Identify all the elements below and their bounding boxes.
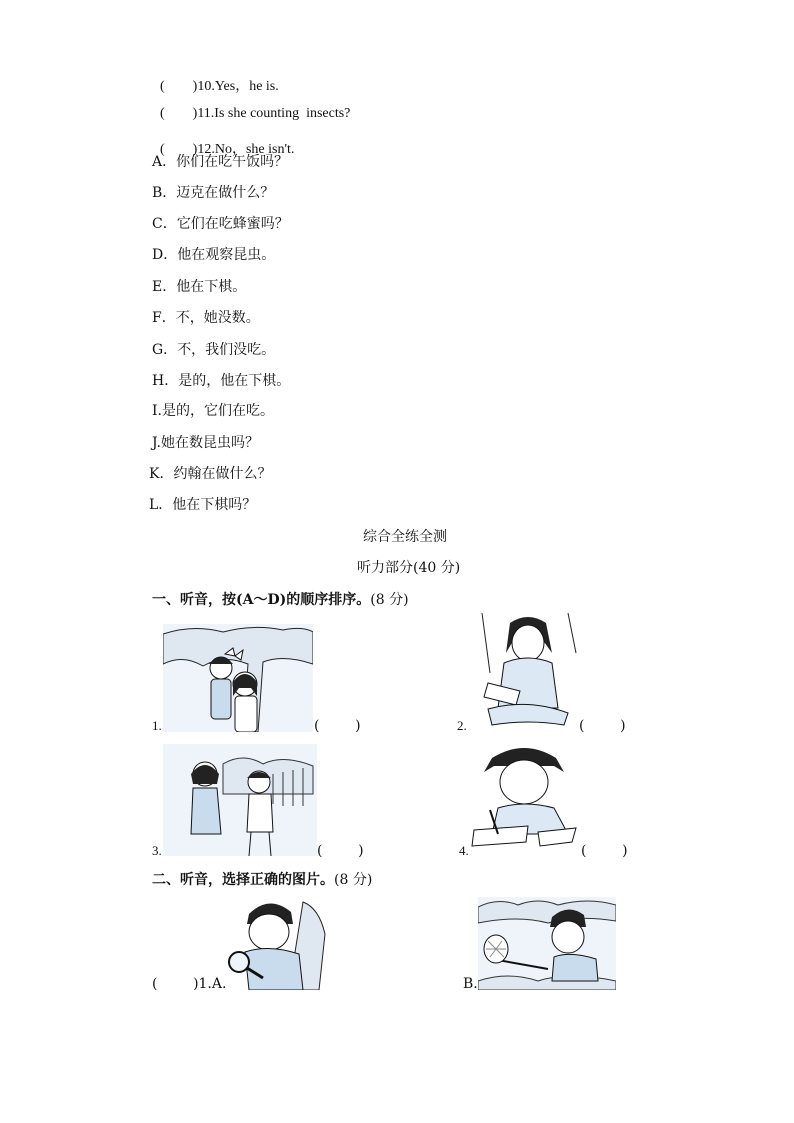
match-item-11 <box>153 90 350 122</box>
answer-paren-4[interactable]: ( ) <box>581 843 628 859</box>
option-e: E．他在下棋。 <box>152 279 247 295</box>
picture-1 <box>163 624 313 732</box>
item-number-2: 2. <box>457 718 467 733</box>
section1-score: (8 分) <box>370 592 409 608</box>
girl-writing-at-desk-icon <box>468 738 580 856</box>
boy-with-magnifier-icon <box>219 894 327 990</box>
item-number-4: 4. <box>459 843 469 858</box>
picture-s2-b <box>478 897 616 990</box>
match-item-text: 10.Yes，he is. <box>197 79 279 94</box>
listening-title: 听力部分(40 分) <box>357 560 461 576</box>
answer-paren[interactable]: ( ) <box>160 142 198 157</box>
answer-paren[interactable]: ( ) <box>160 79 198 94</box>
answer-paren-2[interactable]: ( ) <box>579 718 626 734</box>
option-i: I.是的，它们在吃。 <box>152 403 274 419</box>
picture-s2-a <box>219 894 327 990</box>
section2-heading <box>152 869 372 889</box>
option-l: L．他在下棋吗？ <box>149 497 257 513</box>
picture-3 <box>163 744 317 856</box>
option-j: J.她在数昆虫吗？ <box>152 435 259 451</box>
option-a: A．你们在吃午饭吗？ <box>152 154 289 170</box>
section2-option-b[interactable]: B. <box>463 976 478 992</box>
option-g: G．不，我们没吃。 <box>152 342 276 358</box>
option-f: F．不，她没数。 <box>152 310 260 326</box>
item-number-3: 3. <box>152 843 162 858</box>
girl-writing-sitting-icon <box>468 613 578 731</box>
answer-paren[interactable]: ( ) <box>160 106 198 121</box>
picture-2 <box>468 613 578 731</box>
match-item-text: 12.No，she isn't. <box>197 142 295 157</box>
section1-label: 一、听音，按(A～D)的顺序排序。 <box>152 592 371 608</box>
option-k: K．约翰在做什么？ <box>149 466 272 482</box>
option-d: D．他在观察昆虫。 <box>152 247 276 263</box>
boy-with-net-icon <box>478 897 616 990</box>
section2-q1-prefix[interactable]: ( )1.A. <box>152 976 227 992</box>
section2-score: (8 分) <box>334 872 373 888</box>
option-b: B．迈克在做什么？ <box>152 185 275 201</box>
two-children-walking-icon <box>163 744 317 856</box>
section1-heading <box>152 589 409 609</box>
section2-label: 二、听音，选择正确的图片。 <box>152 872 334 888</box>
two-girls-with-butterfly-icon <box>163 624 313 732</box>
answer-paren-1[interactable]: ( ) <box>314 718 361 734</box>
item-number-1: 1. <box>152 718 162 733</box>
option-c: C．它们在吃蜂蜜吗？ <box>152 216 289 232</box>
answer-paren-3[interactable]: ( ) <box>317 843 364 859</box>
test-title: 综合全练全测 <box>363 529 447 545</box>
picture-4 <box>468 738 580 856</box>
option-h: H．是的，他在下棋。 <box>152 373 291 389</box>
match-item-text: 11.Is she counting insects? <box>197 106 351 121</box>
